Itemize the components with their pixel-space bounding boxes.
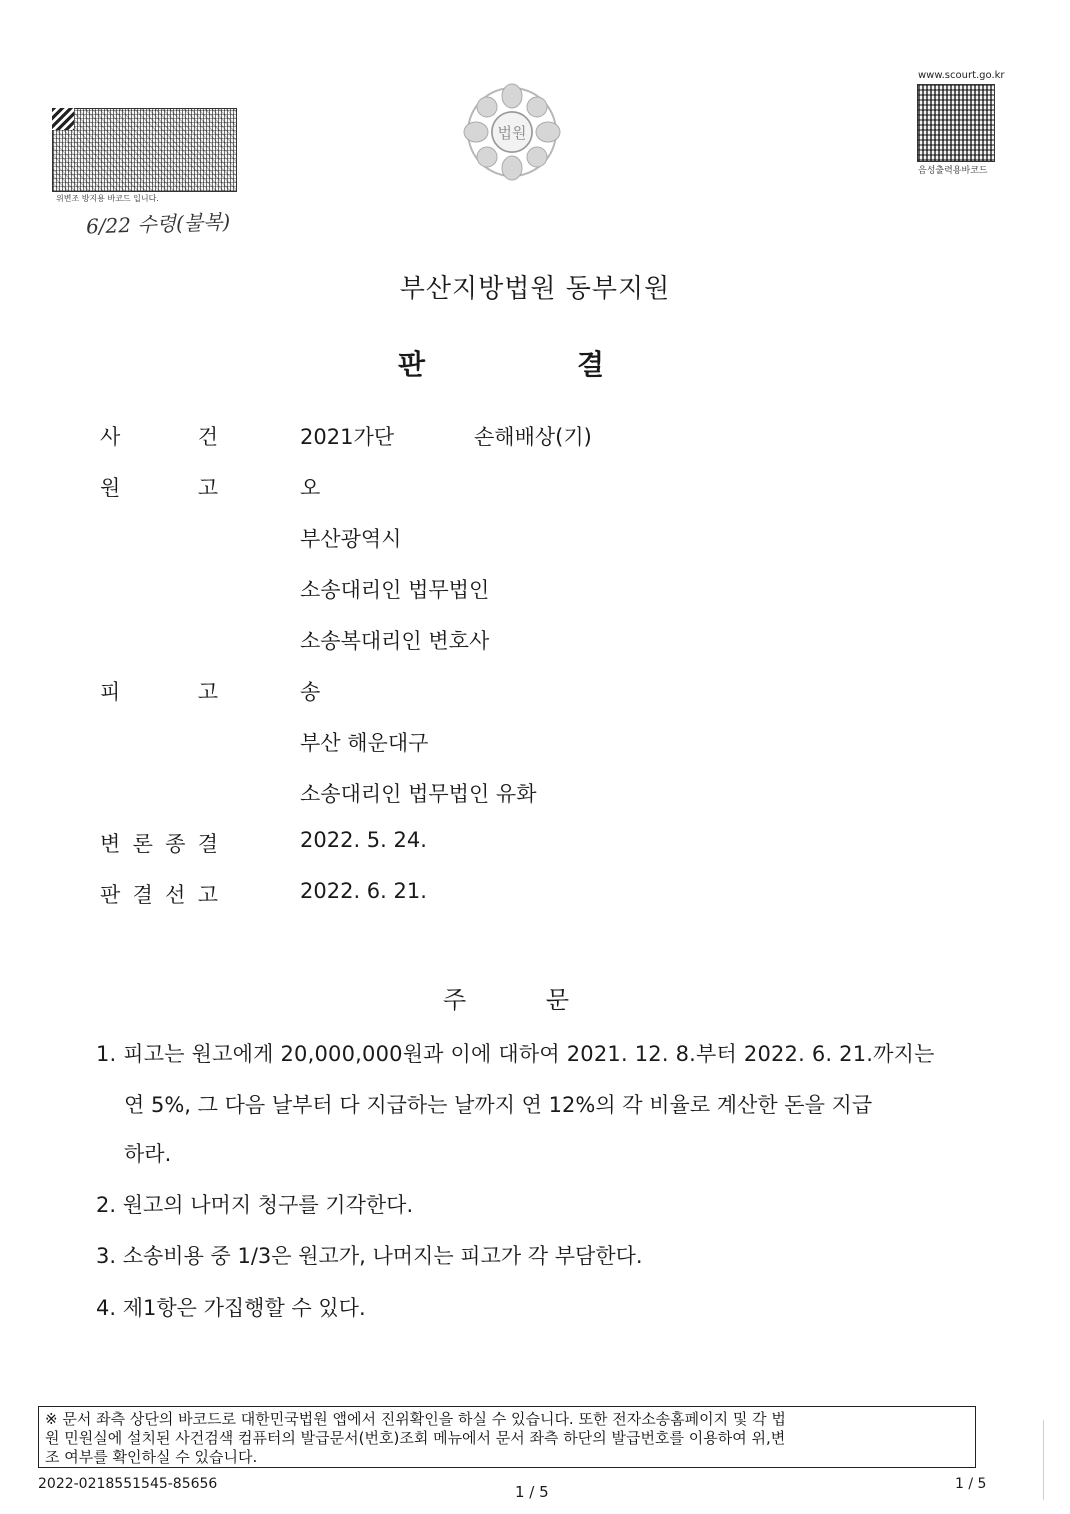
order-item-4: 4. 제1항은 가집행할 수 있다.	[96, 1296, 366, 1320]
defendant-address: 부산 해운대구	[300, 731, 429, 755]
label-char: 결	[132, 883, 153, 907]
order-item-1-cont: 연 5%, 그 다음 날부터 다 지급하는 날까지 연 12%의 각 비율로 계산한 돈을 지급	[124, 1093, 873, 1117]
issue-number: 2022-0218551545-85656	[38, 1476, 218, 1492]
scan-edge-line	[1043, 1420, 1044, 1500]
verification-notice	[38, 1406, 976, 1468]
barcode-corner-mark	[52, 108, 74, 130]
voice-output-barcode	[917, 84, 995, 162]
order-title-char: 주	[443, 986, 467, 1014]
order-title	[443, 980, 569, 1015]
label-char: 건	[197, 425, 218, 449]
notice-line: 조 여부를 확인하실 수 있습니다.	[45, 1448, 258, 1466]
case-label	[100, 421, 218, 451]
closing-label	[100, 828, 218, 858]
document-title	[398, 343, 604, 383]
plaintiff-label	[100, 472, 218, 502]
handwritten-note: 6/22 수령(불복)	[85, 209, 231, 239]
sentence-date: 2022. 6. 21.	[300, 879, 427, 903]
court-seal-icon	[462, 82, 562, 182]
label-char: 종	[165, 832, 186, 856]
court-url: www.scourt.go.kr	[918, 70, 1005, 81]
defendant-name: 송	[300, 680, 321, 704]
page-number-right: 1 / 5	[955, 1476, 987, 1492]
court-name: 부산지방법원 동부지원	[399, 274, 671, 304]
label-char: 결	[197, 832, 218, 856]
label-char: 변	[100, 832, 121, 856]
notice-line: 원 민원실에 설치된 사건검색 컴퓨터의 발급문서(번호)조회 메뉴에서 문서 좌측 하단의 발급번호를 이용하여 위,변	[45, 1429, 786, 1447]
label-char: 고	[197, 883, 218, 907]
barcode-caption: 위변조 방지용 바코드 입니다.	[56, 194, 159, 203]
label-char: 론	[132, 832, 153, 856]
defendant-counsel: 소송대리인 법무법인 유화	[300, 782, 537, 806]
sentence-label	[100, 879, 218, 909]
order-item-2: 2. 원고의 나머지 청구를 기각한다.	[96, 1193, 414, 1217]
plaintiff-counsel: 소송대리인 법무법인	[300, 578, 490, 602]
anti-forgery-barcode	[52, 108, 237, 192]
page-number-center: 1 / 5	[515, 1483, 549, 1501]
case-name: 손해배상(기)	[474, 425, 592, 449]
order-item-1: 1. 피고는 원고에게 20,000,000원과 이에 대하여 2021. 12. 8.부터 2022. 6. 21.까지는	[96, 1042, 935, 1066]
closing-date: 2022. 5. 24.	[300, 828, 427, 852]
seal-text: 법원	[497, 124, 527, 142]
label-char: 원	[100, 476, 121, 500]
qr-caption: 음성출력용바코드	[918, 166, 988, 176]
plaintiff-address: 부산광역시	[300, 527, 402, 551]
label-char: 판	[100, 883, 121, 907]
plaintiff-name: 오	[300, 476, 321, 500]
label-char: 사	[100, 425, 121, 449]
label-char: 선	[165, 883, 186, 907]
notice-line: ※ 문서 좌측 상단의 바코드로 대한민국법원 앱에서 진위확인을 하실 수 있습니다. 또한 전자소송홈페이지 및 각 법	[45, 1410, 786, 1428]
plaintiff-sub-counsel: 소송복대리인 변호사	[300, 629, 490, 653]
defendant-label	[100, 676, 218, 706]
label-char: 피	[100, 680, 121, 704]
order-item-3: 3. 소송비용 중 1/3은 원고가, 나머지는 피고가 각 부담한다.	[96, 1244, 643, 1268]
label-char: 고	[197, 680, 218, 704]
document-title-char: 판	[398, 348, 426, 381]
document-title-char: 결	[576, 348, 604, 381]
order-title-char: 문	[545, 986, 569, 1014]
label-char: 고	[197, 476, 218, 500]
case-number: 2021가단	[300, 425, 395, 449]
order-item-1-end: 하라.	[124, 1142, 172, 1166]
